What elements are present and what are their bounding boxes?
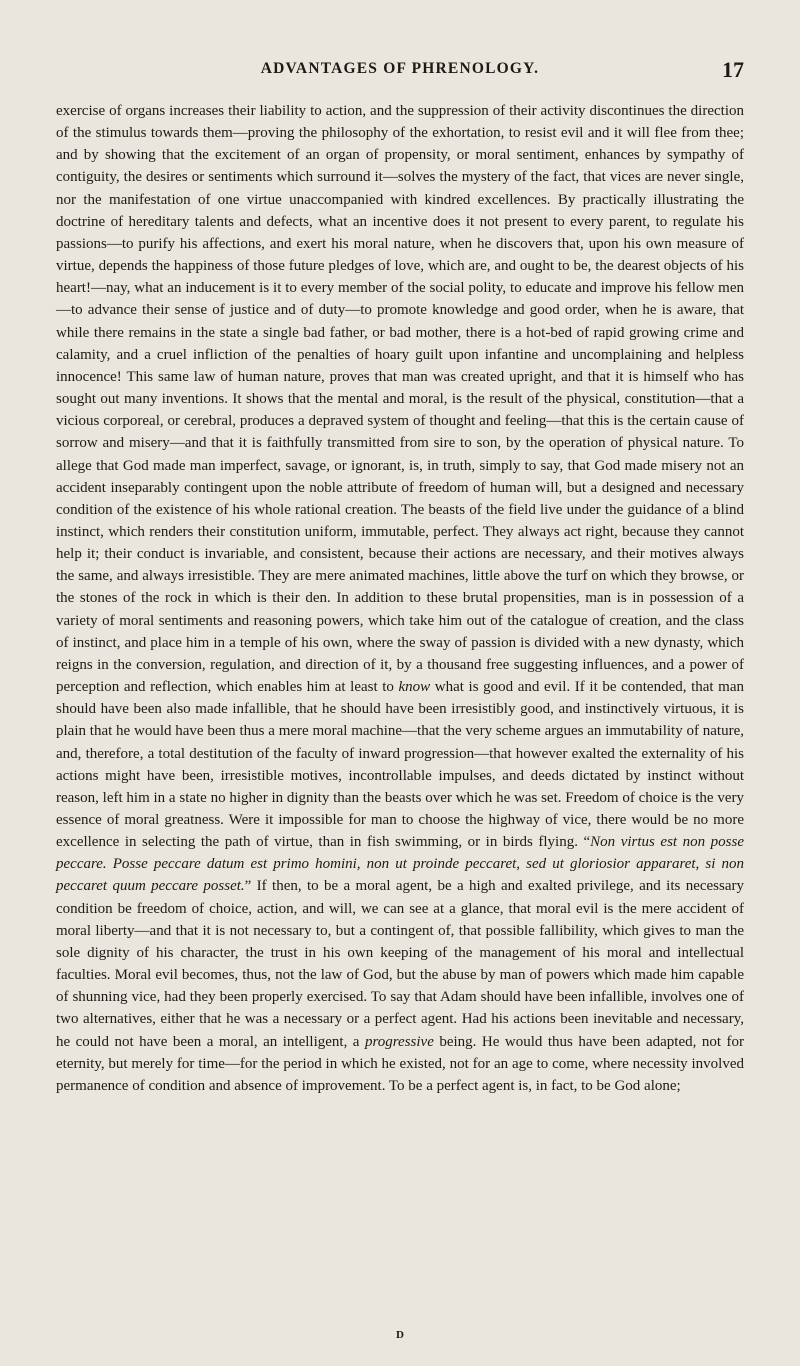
text-segment: what is good and evil. If it be contended, that man should have been also made infallible, that he should have been irresistibly good, and instinctively virtuous, it is plain that he would have been thus a mere moral machine—that the very scheme argues an immutability of nature, and, therefore, a total destitution of the faculty of inward progression—that however exalted the externality of his actions might have been, irresistible motives, incontrollable impulses, and deeds dictated by instinct without reason, left him in a state no higher in dignity than the beasts over which he was set. Freedom of choice is the very essence of moral greatness. Were it impossible for man to choose the highway of vice, there would be no more excellence in selecting the path of virtue, than in fish swimming, or in birds flying. “ — [56, 679, 744, 851]
signature-mark: D — [396, 1329, 404, 1341]
running-head-title: ADVANTAGES OF PHRENOLOGY. — [260, 60, 540, 77]
page-number: 17 — [722, 57, 744, 82]
italic-know: know — [398, 679, 431, 696]
latin-quotation: Non virtus est non posse peccare. Posse peccare datum est primo homini, non ut proinde peccaret, sed ut gloriosior appararet, si non peccaret quum peccare posset. — [56, 834, 744, 895]
running-head — [56, 57, 744, 82]
text-segment: being. He would thus have been adapted, not for eternity, but merely for time—for the period in which he existed, not for an age to come, where necessity involved permanence of condition and absence of improvement. To be a perfect agent is, in fact, to be God alone; — [56, 1033, 745, 1094]
italic-progressive: progressive — [364, 1033, 434, 1050]
body-paragraph — [56, 100, 744, 1097]
text-segment: exercise of organs increases their liability to action, and the suppression of their activity discontinues the direction of the stimulus towards them—proving the philosophy of the exhortation, to resist evil and it will flee from thee; and by showing that the excitement of an organ of propensity, or moral sentiment, enhances by sympathy of contiguity, the desires or sentiments which surround it—solves the mystery of the fact, that vices are never single, nor the manifestation of one virtue unaccompanied with kindred excellences. By practically illustrating the doctrine of hereditary talents and defects, what an incentive does it not present to every parent, to regulate his passions—to purify his affections, and exert his moral nature, when he discovers that, upon his own measure of virtue, depends the happiness of those future pledges of love, which are, and ought to be, the dearest objects of his heart!—nay, what an inducement is it to every member of the social polity, to educate and improve his fellow men—to advance their sense of justice and of duty—to promote knowledge and good order, when he is aware, that while there remains in the state a single bad father, or bad mother, there is a hot-bed of rapid growing crime and calamity, and a cruel infliction of the penalties of hoary guilt upon infantine and uncomplaining and helpless innocence! This same law of human nature, proves that man was created upright, and that it is himself who has sought out many inventions. It shows that the mental and moral, is the result of the physical, constitution—that a vicious corporeal, or cerebral, produces a depraved system of thought and feeling—that this is the certain cause of sorrow and misery—and that it is faithfully transmitted from sire to son, by the operation of physical nature. To allege that God made man imperfect, savage, or ignorant, is, in truth, simply to say, that God made misery not an accident inseparably contingent upon the noble attribute of freedom of human will, but a designed and necessary condition of the existence of his whole rational creation. The beasts of the field live under the guidance of a blind instinct, which renders their constitution uniform, immutable, perfect. They always act right, because they cannot help it; their conduct is invariable, and consistent, because their actions are necessary, and their motives always the same, and always irresistible. They are mere animated machines, little above the turf on which they browse, or the stones of the rock in which is their den. In addition to these brutal propensities, man is in possession of a variety of moral sentiments and reasoning powers, which take him out of the catalogue of creation, and the class of instinct, and place him in a temple of his own, where the sway of passion is divided with a new dynasty, which reigns in the conversion, regulation, and direction of it, by a thousand free suggesting influences, and a power of perception and reflection, which enables him at least to — [56, 103, 744, 696]
text-segment: ” If then, to be a moral agent, be a high and exalted privilege, and its necessary condition be freedom of choice, action, and will, we can see at a glance, that moral evil is the mere accident of moral liberty—and that it is not necessary to, but a contingent of, that possible fallibility, which gives to man the sole dignity of his character, the trust in his own keeping of the management of his moral and intellectual faculties. Moral evil becomes, thus, not the law of God, but the abuse by man of powers which made him capable of shunning vice, had they been properly exercised. To say that Adam should have been infallible, involves one of two alternatives, either that he was a necessary or a perfect agent. Had his actions been inevitable and necessary, he could not have been a moral, an intelligent, a — [56, 878, 744, 1050]
